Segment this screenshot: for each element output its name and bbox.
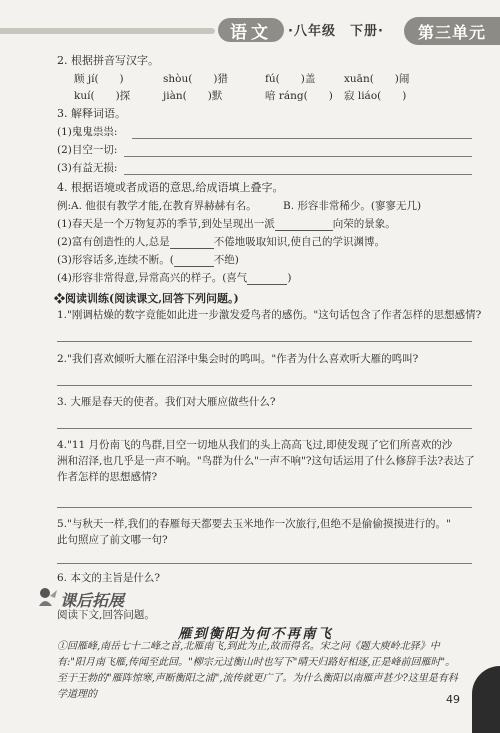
reading-q4-line2: 洲和沼泽,也几乎是一声不响。"鸟群为什么"一声不响"?这句话运用了什么修辞手法?表达了 <box>57 455 475 467</box>
pinyin-1: 顾 jí( ) <box>74 73 124 85</box>
q4-example-a: 例:A. 他很有教学才能,在教育界赫赫有名。 <box>57 200 257 212</box>
after-class-title: 课后拓展 <box>60 591 125 610</box>
q4-title: 4. 根据语境或者成语的意思,给成语填上叠字。 <box>57 181 284 194</box>
article-p1-line3: 至于王勃的"雁阵惊寒,声断衡阳之浦",流传就更广了。为什么衡阳以南雁声甚少?这里是有科 <box>57 673 458 684</box>
q2-title: 2. 根据拼音写汉字。 <box>57 54 159 67</box>
q4-item-1 <box>57 217 396 231</box>
q3-item-2: (2)目空一切: <box>57 144 118 156</box>
fill-blank[interactable] <box>170 237 214 249</box>
grade-label: ·八年级 下册· <box>288 24 384 39</box>
header-decor-bar <box>0 28 215 34</box>
page-corner-decor <box>472 666 500 733</box>
reading-q6: 6. 本文的主旨是什么? <box>57 572 160 584</box>
q3-title: 3. 解释词语。 <box>57 107 126 120</box>
answer-line[interactable] <box>124 156 472 157</box>
reading-q5-line1: 5."与秋天一样,我们的春雁每天都要去玉米地作一次旅行,但绝不是偷偷摸摸进行的。" <box>57 518 451 530</box>
answer-line[interactable] <box>124 174 472 175</box>
after-class-instruction: 阅读下文,回答问题。 <box>57 609 155 621</box>
reading-q2: 2."我们喜欢倾听大雁在沼泽中集会时的鸣叫。"作者为什么喜欢听大雁的鸣叫? <box>57 353 419 365</box>
q4-item-2-text-b: 不倦地吸取知识,使自己的学识渊博。 <box>213 236 386 248</box>
page-number: 49 <box>446 693 460 706</box>
q3-item-1: (1)鬼鬼祟祟: <box>57 126 118 138</box>
article-title: 雁到衡阳为何不再南飞 <box>178 626 333 642</box>
subject-badge: 语文 <box>218 18 284 42</box>
fill-blank[interactable] <box>247 273 287 285</box>
q4-item-4-text-b: ) <box>287 272 292 284</box>
answer-line[interactable] <box>57 385 472 386</box>
fill-blank[interactable] <box>275 219 333 231</box>
q4-item-1-text-b: 向荣的景象。 <box>332 218 396 230</box>
q4-item-4 <box>57 271 291 285</box>
answer-line[interactable] <box>57 563 472 564</box>
q4-item-3-text-a: (3)形容话多,连续不断。( <box>57 254 174 266</box>
answer-line[interactable] <box>57 341 472 342</box>
unit-badge: 第三单元 <box>404 17 500 45</box>
pinyin-4: xuān( )闹 <box>344 73 410 85</box>
article-p1-line1: ①回雁峰,南岳七十二峰之首,北雁南飞,到此为止,故而得名。宋之问《题大庾岭北驿》中 <box>57 641 440 652</box>
q4-item-3 <box>57 253 239 267</box>
q4-item-2-text-a: (2)富有创造性的人,总是 <box>57 236 170 248</box>
answer-line[interactable] <box>57 428 472 429</box>
reading-q4-line3: 作者怎样的思想感情? <box>57 471 158 483</box>
reading-q3: 3. 大雁是春天的使者。我们对大雁应做些什么? <box>57 396 276 408</box>
reading-q1: 1."刚调枯燥的数字竟能如此进一步激发爱鸟者的感伤。"这句话包含了作者怎样的思想感情? <box>57 309 482 321</box>
pinyin-2: shòu( )猎 <box>163 73 228 85</box>
article-p1-line2: 有:"阳月南飞雁,传闻至此回。"柳宗元过衡山时也写下"晴天归路好相逐,正是峰前回雁时"。 <box>57 657 456 668</box>
reading-q5-line2: 此句照应了前文哪一句? <box>57 534 168 546</box>
q4-example-b: B. 形容非常稀少。(寥寥无几) <box>283 200 422 212</box>
q3-item-3: (3)有益无损: <box>57 162 118 174</box>
pinyin-8: 寂 liáo( ) <box>344 90 407 102</box>
article-p1-line4: 学道理的 <box>57 689 97 700</box>
answer-line[interactable] <box>57 507 472 508</box>
answer-line[interactable] <box>132 138 472 139</box>
q4-item-4-text-a: (4)形容非常得意,异常高兴的样子。(喜气 <box>57 272 248 284</box>
q4-item-1-text-a: (1)春天是一个万物复苏的季节,到处呈现出一派 <box>57 218 275 230</box>
page-header <box>0 0 500 52</box>
reading-q4-line1: 4."11 月份南飞的鸟群,目空一切地从我们的头上高高飞过,即使发现了它们所喜欢的沙 <box>57 439 453 451</box>
fill-blank[interactable] <box>174 255 214 267</box>
q4-item-3-text-b: 不绝) <box>213 254 239 266</box>
reading-section-title: ❖阅读训练(阅读课文,回答下列问题。) <box>54 292 239 305</box>
pinyin-3: fú( )盖 <box>265 73 316 85</box>
pinyin-6: jiàn( )默 <box>163 90 223 102</box>
pinyin-5: kuí( )探 <box>74 90 131 102</box>
after-class-icon <box>36 586 58 608</box>
pinyin-7: 喑 ráng( ) <box>265 90 333 102</box>
q4-item-2 <box>57 235 385 249</box>
